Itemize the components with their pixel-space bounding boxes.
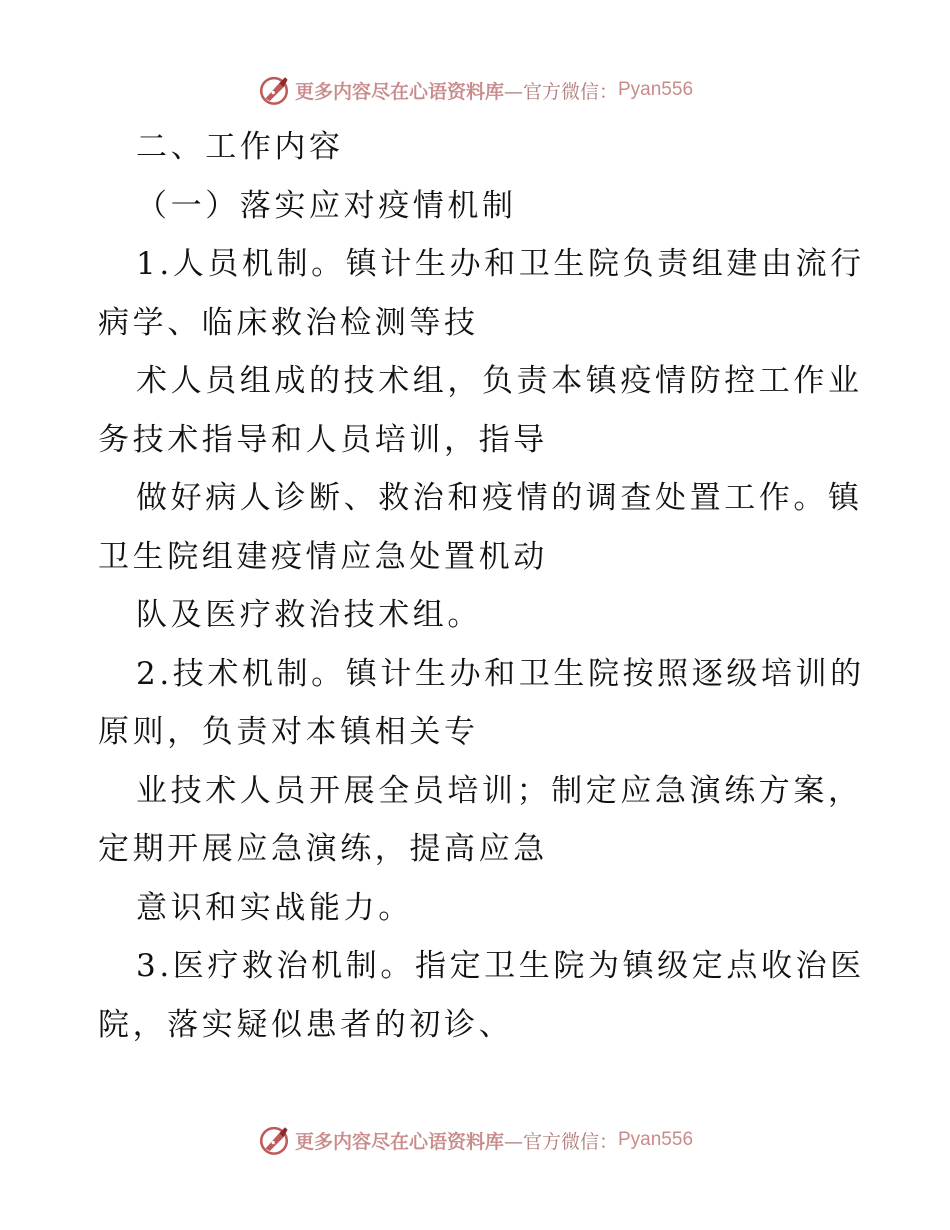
pen-nib-logo-icon (257, 1123, 291, 1157)
text-line: 做好病人诊断、救治和疫情的调查处置工作。镇 (136, 480, 863, 516)
text-line: 2.技术机制。镇计生办和卫生院按照逐级培训的 (136, 655, 865, 692)
text-line: 定期开展应急演练，提高应急 (98, 831, 548, 867)
watermark-main-text: 更多内容尽在心语资料库 (294, 80, 504, 103)
text-line: 原则，负责对本镇相关专 (98, 714, 479, 750)
text-line: 队及医疗救治技术组。 (136, 597, 482, 633)
watermark-separator: —官方微信： (503, 1130, 618, 1153)
text-line: 病学、临床救治检测等技 (98, 304, 479, 341)
watermark-separator: —官方微信： (503, 80, 618, 103)
pen-nib-logo-icon (257, 73, 291, 107)
watermark-account: Pyan556 (618, 1129, 694, 1150)
text-line: 3.医疗救治机制。指定卫生院为镇级定点收治医 (136, 948, 865, 984)
section-heading: 二、工作内容 (136, 129, 344, 165)
text-line: 术人员组成的技术组，负责本镇疫情防控工作业 (136, 363, 863, 399)
text-line: 院，落实疑似患者的初诊、 (98, 1006, 514, 1043)
footer-watermark (0, 1120, 950, 1160)
document-body (98, 118, 865, 1054)
watermark-account: Pyan556 (618, 79, 694, 100)
subsection-heading: （一）落实应对疫情机制 (136, 187, 517, 224)
text-line: 业技术人员开展全员培训；制定应急演练方案， (136, 772, 863, 809)
text-line: 务技术指导和人员培训，指导 (98, 421, 548, 458)
header-watermark (0, 70, 950, 110)
text-line: 1.人员机制。镇计生办和卫生院负责组建由流行 (136, 246, 865, 282)
watermark-main-text: 更多内容尽在心语资料库 (294, 1130, 504, 1153)
text-line: 卫生院组建疫情应急处置机动 (98, 538, 548, 575)
text-line: 意识和实战能力。 (136, 889, 413, 926)
